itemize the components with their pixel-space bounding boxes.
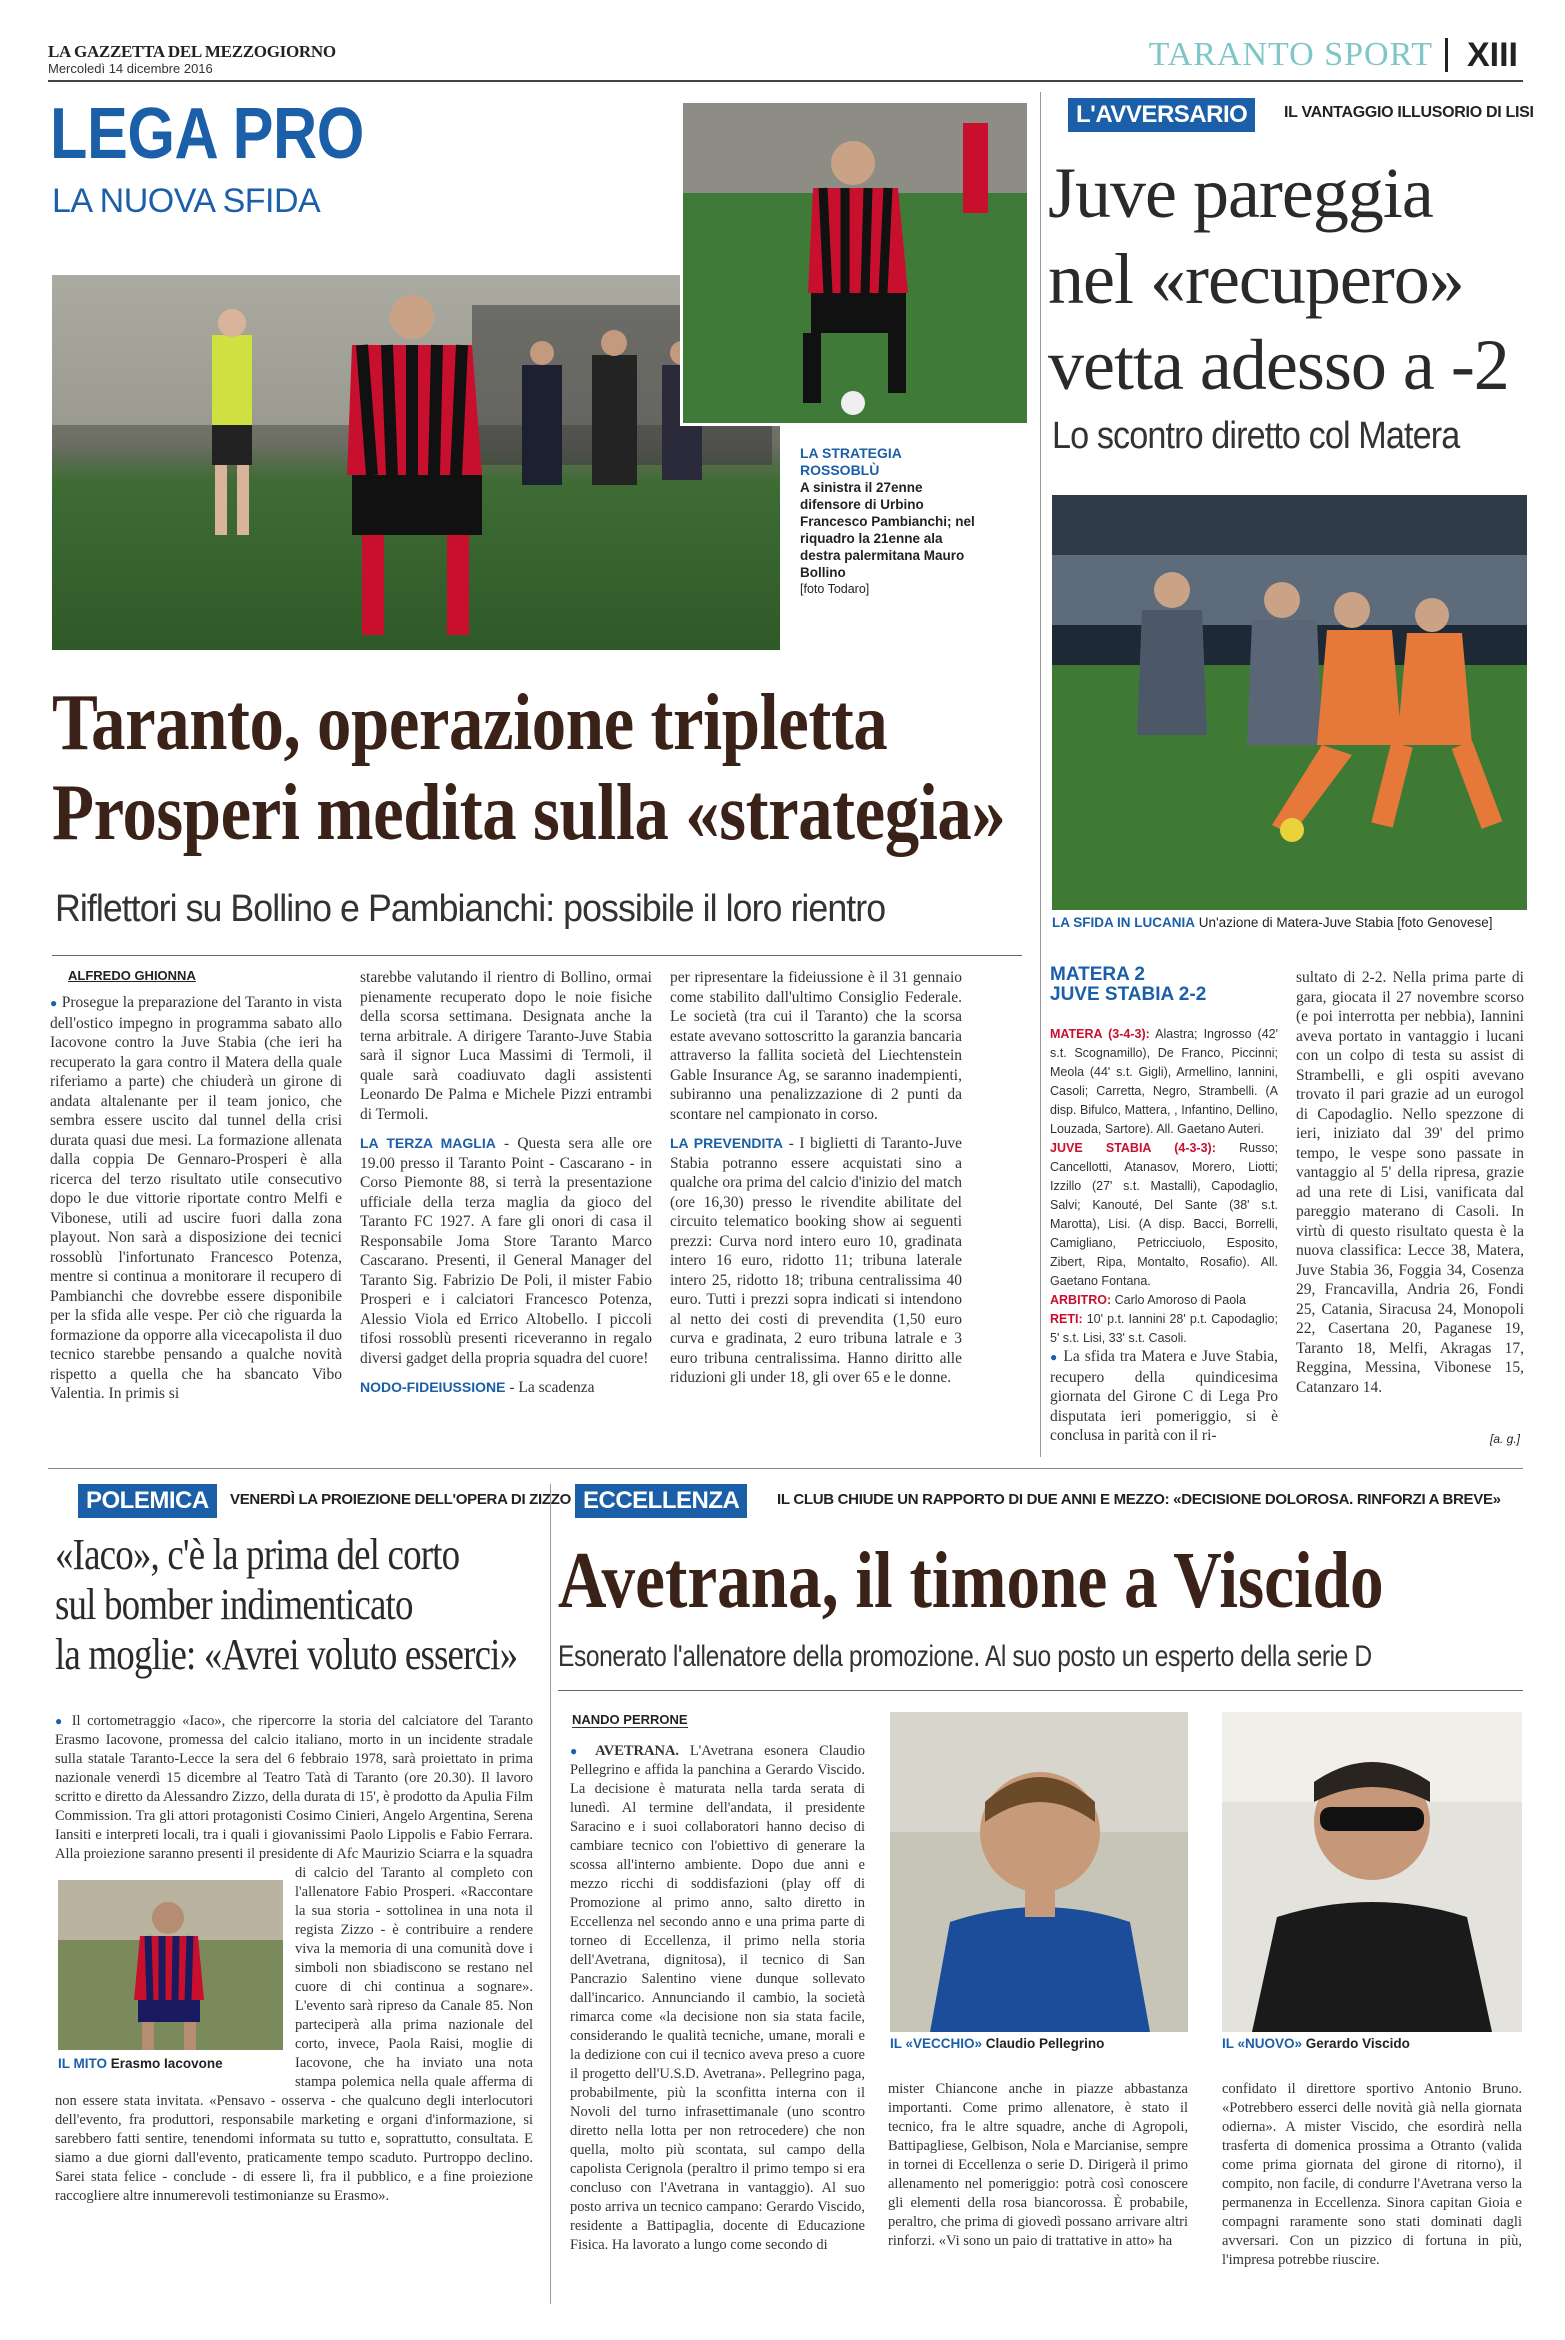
avversario-tag: L'AVVERSARIO — [1068, 98, 1255, 132]
sub-terza-maglia: LA TERZA MAGLIA — [360, 1135, 496, 1151]
avversario-caption-text: Un'azione di Matera-Juve Stabia — [1198, 915, 1394, 930]
eccellenza-kicker: IL CLUB CHIUDE UN RAPPORTO DI DUE ANNI E MEZZO: «DECISIONE DOLOROSA. RINFORZI A BREVE» — [777, 1491, 1501, 1508]
match-details — [1050, 1025, 1278, 1348]
polemica-text: ● Il cortometraggio «Iaco», che ripercorre la storia del calciatore del Taranto Erasmo Iacovone, promessa del calcio italiano, morto in un incidente stradale sulla statale Taranto-Lecce la sera del 6 febbraio 1978, sarà proiettato in prima nazionale venerdì 15 dicembre al Teatro Tatà di Taranto (ore 20.30). Il lavoro scritto e diretto da Alessandro Zizzo, della durata di 15', è prodotto da Apulia Film Commission. Tra gli attori protagonisti Cosimo Cinieri, Angelo Argentina, Serena Iansiti e interpreti locali, tra i quali i giovanissimi Paolo Lippolis e Fabio Ferrara. Alla proiezione saranno presenti il presidente di Afc Maurizio Sciarra e la squadra di calcio del Taranto al completo con l'allenatore Fabio Prosperi. «Raccontare la sua storia - sottolinea in una nota il regista Zizzo - è contribuire a rendere viva la memoria di una comunità dove i simboli non sbiadiscono se restano nel cuore di chi continua a sognare». L'evento sarà ripreso da Canale 85. Non parteciperà alla prima nazionale del corto, invece, Paola Raisi, moglie di Iacovone, che ha inviato una nota stampa polemica nella quale afferma di non essere stata invitata. «Pensavo - osserva - che qualcuno degli interlocutori dell'evento, fra produttori, responsabile marketing e organi d'informazione, si sarebbero fatti sentire, tenendomi informata su tutto e, soprattutto, consultata. E siamo a due giorni dall'evento, praticamente tempo scaduto. Purtroppo declino. Sarei stata felice - conclude - di essere lì, fra il pubblico, e a fine proiezione raccogliere altre innumerevoli testimonianze su Erasmo». — [55, 1713, 534, 2204]
pellegrino-caption-text: Claudio Pellegrino — [985, 2036, 1105, 2051]
arbitro-label: ARBITRO: — [1050, 1293, 1112, 1307]
juve-lineup: Russo; Cancellotti, Atanasov, Morero, Liotti; Izzillo (27' s.t. Mastalli), Capodaglio, Salvi; Kanouté, Del Sante (38' s.t. Marotta), Lisi. (A disp. Bacci, Borrelli, Camigliano, Petricciuolo, Esposito, Zibert, Ripa, Montalto, Rosafio). All. Gaetano Fontana. — [1050, 1141, 1278, 1288]
main-headline-2: Prosperi medita sulla «strategia» — [52, 769, 1006, 857]
juve-label: JUVE STABIA (4-3-3): — [1050, 1141, 1216, 1155]
masthead — [48, 36, 1523, 82]
main-caption-credit: [foto Todaro] — [800, 582, 870, 596]
arbitro-text: Carlo Amoroso di Paola — [1114, 1293, 1246, 1307]
viscido-caption — [1222, 2035, 1522, 2052]
main-photo-svg — [52, 275, 780, 650]
section-name: TARANTO SPORT — [1148, 36, 1433, 73]
page-number: XIII — [1466, 36, 1518, 74]
score-line-1: MATERA 2 — [1050, 964, 1145, 985]
eccellenza-col3-text: confidato il direttore sportivo Antonio Bruno. «Potrebbero esserci delle novità già nella giornata odierna». A mister Viscido, che esordirà nella trasferta di domenica prossima a Otranto (valida come prima giornata del girone di ritorno), il compito, non facile, di condurre l'Avetrana verso la permanenza in Eccellenza. Sinora capitan Gioia e compagni raramente sono stati dominati dagli avversari. Con un pizzico di fortuna in più, l'impresa potrebbe riuscire. — [1222, 2081, 1522, 2268]
viscido-caption-text: Gerardo Viscido — [1305, 2036, 1410, 2051]
eccellenza-lead: AVETRANA. — [595, 1743, 680, 1759]
issue-date: Mercoledì 14 dicembre 2016 — [48, 61, 213, 76]
main-col-3 — [670, 968, 962, 1448]
viscido-photo-svg — [1222, 1712, 1522, 2032]
avversario-col-a: ● La sfida tra Matera e Juve Stabia, recupero della quindicesima giornata del Girone C di Lega Pro disputata ieri pomeriggio, si è conclusa in parità con il ri- — [1050, 1348, 1278, 1444]
pellegrino-caption-title: IL «VECCHIO» — [890, 2036, 983, 2051]
iacovone-caption-title: IL MITO — [58, 2056, 108, 2071]
polemica-headline-3: la moglie: «Avrei voluto esserci» — [55, 1630, 518, 1679]
pellegrino-photo — [890, 1712, 1188, 2032]
avversario-caption-credit: [foto Genovese] — [1397, 915, 1493, 930]
avversario-photo — [1052, 495, 1527, 910]
lega-subtitle: LA NUOVA SFIDA — [52, 182, 321, 220]
eccellenza-headline: Avetrana, il timone a Viscido — [558, 1537, 1384, 1625]
polemica-kicker: VENERDÌ LA PROIEZIONE DELL'OPERA DI ZIZZO — [230, 1491, 572, 1508]
matera-label: MATERA (3-4-3): — [1050, 1027, 1150, 1041]
lega-title: LEGA PRO — [50, 94, 364, 174]
score-line-2: JUVE STABIA 2-2 — [1050, 984, 1207, 1005]
main-col2a-text: starebbe valutando il rientro di Bollino, ormai pienamente recuperato dopo le noie fisiche della scorsa settimana. Designata anche la terna arbitrale. A dirigere Taranto-Juve Stabia sarà il signor Luca Massimi di Termoli, il quale sarà coadiuvato dagli assistenti Leonardo De Palma e Michele Pizzi entrambi di Termoli. — [360, 969, 652, 1123]
main-col2b-text: - Questa sera alle ore 19.00 presso il Taranto Point - Cascarano - in Corso Piemonte 88, si terrà la presentazione ufficiale della terza maglia da gioco del Taranto FC 1927. A fare gli onori di casa il Responsabile Joma Store Taranto Marco Cascarano. Presenti, il General Manager del Taranto Sig. Fabrizio De Poli, il mister Fabio Prosperi e i calciatori Francesco Potenza, Alessio Viola ed Errico Altobello. I piccoli tifosi rossoblù presenti riceveranno in regalo diversi gadget della propria squadra del cuore! — [360, 1135, 653, 1367]
polemica-headline-2: sul bomber indimenticato — [55, 1580, 413, 1629]
eccellenza-col1-text: L'Avetrana esonera Claudio Pellegrino e affida la panchina a Gerardo Viscido. La decisione è maturata nella tarda serata di lunedì. Al termine dell'andata, il presidente Saracino e i suoi collaboratori hanno deciso di cambiare tecnico con l'obiettivo di generare la scossa all'interno ambiente. Dopo due anni e mezzo ricchi di soddisfazioni (play off di Promozione al primo anno, salto diretto in Eccellenza nel secondo anno e una prima parte di torneo di Eccellenza, il primo nella storia dell'Avetrana, dignitosa), il tecnico di San Pancrazio Salentino viene dunque sollevato dall'incarico. Annunciando il cambio, la società rimarca come «la decisione non sia stata facile, considerando le qualità tecniche, umane, morali e la dedizione con cui il tecnico aveva preso a cuore il progetto dell'U.S.D. Avetrana». Pellegrino paga, probabilmente, più la sconfitta interna con il Novoli del turno infrasettimanale (uno scontro diretto nella lotta per non retrocedere) che non quella, molto più scontata, sul campo della capolista Cerignola (peraltro il primo tempo si era concluso con l'Avetrana in vantaggio). Al suo posto arriva un tecnico campano: Gerardo Viscido, residente a Battipaglia, docente di Educazione Fisica. Ha lavorato a lungo come secondo di — [570, 1743, 866, 2253]
avversario-col-a-text: La sfida tra Matera e Juve Stabia, recupero della quindicesima giornata del Girone C di Lega Pro disputata ieri pomeriggio, si è conclusa in parità con il ri- — [1050, 1348, 1278, 1444]
avversario-photo-svg — [1052, 495, 1527, 910]
main-col3b-text: - I biglietti di Taranto-Juve Stabia potranno essere acquistati sino a qualche ora prima del calcio d'inizio del match (ore 16,30) presso le rivendite abilitate del circuito telematico booking show ai seguenti prezzi: Curva nord intero euro 10, gradinata intero 16 euro, ridotto 11; tribuna laterale intero 25, ridotto 18; tribuna centralissima 40 euro. Tutti i prezzi sopra indicati si intendono al netto dei costi di prevendita (1,50 euro curva e gradinata, 2 euro tribuna latrale e 3 euro tribuna centralissima. Hanno diritto alle riduzioni gli under 18, gli over 65 e le donne. — [670, 1135, 962, 1386]
main-caption-text: A sinistra il 27enne difensore di Urbino Francesco Pambianchi; nel riquadro la 21enne ala destra palermitana Mauro Bollino — [800, 480, 975, 580]
eccellenza-col-3 — [1222, 2080, 1522, 2310]
pellegrino-caption — [890, 2035, 1188, 2052]
main-photo-pambianchi — [52, 275, 780, 650]
eccellenza-col-2 — [888, 2080, 1188, 2310]
avversario-col-b — [1296, 968, 1524, 1438]
avversario-headline-1: Juve pareggia — [1048, 153, 1433, 233]
main-byline: ALFREDO GHIONNA — [68, 968, 196, 983]
polemica-tag: POLEMICA — [78, 1484, 217, 1518]
inset-photo-svg — [683, 103, 1027, 423]
main-deck: Riflettori su Bollino e Pambianchi: possibile il loro rientro — [55, 888, 886, 930]
pellegrino-photo-svg — [890, 1712, 1188, 2032]
eccellenza-deck: Esonerato l'allenatore della promozione. Al suo posto un esperto della serie D — [558, 1640, 1372, 1673]
eccellenza-byline: NANDO PERRONE — [572, 1712, 688, 1727]
reti-text: 10' p.t. Iannini 28' p.t. Capodaglio; 5' s.t. Lisi, 33' s.t. Casoli. — [1050, 1312, 1278, 1345]
main-col1-text: Prosegue la preparazione del Taranto in vista dell'ostico impegno in programma sabato allo Iacovone contro la Juve Stabia (che ieri ha recuperato la gara contro il Matera della quale riferiamo a parte) che chiuderà un girone di andata altalenante per il team jonico, che sembra essere uscito dal tunnel della crisi durata quasi due mesi. La formazione allenata dalla coppia De Gennaro-Prosperi è alla ricerca del terzo risultato utile consecutivo dopo le due vittorie riportate contro Melfi e Vibonese, utili ad uscire fuori dalla zona playout. Non sarà a disposizione dei tecnici rossoblù l'infortunato Francesco Potenza, mentre si continua a monitorare il recupero di Pambianchi che dovrebbe essere disponibile per la sfida alle vespe. Per ciò che riguarda la formazione da opporre alla vicecapolista il duo tecnico starebbe pensando a qualche novità rispetto a quella che ha sbancato Vibo Valentia. In primis si — [50, 994, 343, 1402]
main-headline-1: Taranto, operazione tripletta — [52, 679, 888, 767]
main-photo-caption — [800, 445, 980, 598]
avversario-headline — [1048, 150, 1528, 408]
eccellenza-col2-text: mister Chiancone anche in piazze abbastanza importanti. Come primo allenatore, è stato il tecnico, fra le altre squadre, anche di Agropoli, Battipagliese, Gelbison, Nola e Marcianise, sempre in tornei di Eccellenza o serie D. Dirigerà il primo allenamento nel pomeriggio: potrà così conoscere gli elementi della rosa biancorossa. È probabile, peraltro, che prima di giovedì possano arrivare altri rinforzi. «Vi sono un paio di trattative in atto» ha — [888, 2081, 1188, 2249]
avversario-col-b-text: sultato di 2-2. Nella prima parte di gara, giocata il 27 novembre scorso (e poi interrotta per nebbia), Iannini aveva portato in vantaggio i lucani con un colpo di testa su assist di Strambelli, e gli ospiti avevano trovato il pari grazie ad un eurogol di Capodaglio. Nello spezzone di ieri, iniziato dal 39' del primo tempo, le vespe sono passate in vantaggio al 5' della ripresa, grazie ad una rete di Lisi, vanificata dal pareggio materano di Casoli. In virtù di questo risultato questa è la nuova classifica: Lecce 38, Matera, Juve Stabia 36, Foggia 34, Cosenza 29, Francavilla, Andria 26, Fondi 25, Catania, Siracusa 24, Monopoli 22, Casertana 20, Paganese 19, Taranto 18, Melfi, Akragas 17, Reggina, Messina, Vibonese 15, Catanzaro 14. — [1296, 969, 1524, 1396]
eccellenza-col-1: ● AVETRANA. L'Avetrana esonera Claudio Pellegrino e affida la panchina a Gerardo Viscido. La decisione è maturata nella tarda serata di lunedì. Al termine dell'andata, il presidente Saracino e i suoi collaboratori hanno deciso di cambiare tecnico con l'obiettivo di generare la scossa all'interno ambiente. Dopo due anni e mezzo ricchi di soddisfazioni (play off di Promozione al primo anno, salto diretto in Eccellenza nel secondo anno e una prima parte di torneo di Eccellenza, il primo nella storia dell'Avetrana, dignitosa), il tecnico di San Pancrazio Salentino viene dunque sollevato dall'incarico. Annunciando il cambio, la società rimarca come «la decisione non sia stata facile, considerando le qualità tecniche, umane, morali e la dedizione con cui il tecnico aveva preso a cuore il progetto dell'U.S.D. Avetrana». Pellegrino paga, probabilmente, più la sconfitta interna con il Novoli del turno infrasettimanale (uno scontro diretto nella lotta per non retrocedere) che non quella, molto più scontata, sul campo della capolista Cerignola (peraltro il primo tempo si era concluso con l'Avetrana in vantaggio). Al suo posto arriva un tecnico campano: Gerardo Viscido, residente a Battipaglia, docente di Educazione Fisica. Ha lavorato a lungo come secondo di — [570, 1743, 866, 2253]
viscido-caption-title: IL «NUOVO» — [1222, 2036, 1303, 2051]
avversario-sign: [a. g.] — [1490, 1432, 1521, 1446]
avversario-kicker: IL VANTAGGIO ILLUSORIO DI LISI — [1284, 104, 1534, 121]
paper-name: LA GAZZETTA DEL MEZZOGIORNO — [48, 42, 336, 61]
reti-label: RETI: — [1050, 1312, 1083, 1326]
main-caption-title: LA STRATEGIA ROSSOBLÙ — [800, 445, 902, 478]
eccellenza-tag: ECCELLENZA — [575, 1484, 747, 1518]
masthead-rule — [48, 80, 1523, 82]
sub-nodo-fideiussione: NODO-FIDEIUSSIONE — [360, 1379, 506, 1395]
avversario-headline-3: vetta adesso a -2 — [1048, 325, 1509, 405]
polemica-headline — [55, 1530, 555, 1680]
main-col-2 — [360, 968, 652, 1448]
iacovone-caption-text: Erasmo Iacovone — [110, 2056, 223, 2071]
main-col2c-text: - La scadenza — [509, 1379, 595, 1396]
sub-prevendita: LA PREVENDITA — [670, 1135, 783, 1151]
avversario-caption-title: LA SFIDA IN LUCANIA — [1052, 915, 1195, 930]
matera-lineup: Alastra; Ingrosso (42' s.t. Scognamillo), De Franco, Piccinni; Meola (44' s.t. Gigli), Armellino, Iannini, Casoli; Carretta, Negro, Strambelli. (A disp. Bifulco, Mattera, , Infantino, Dellino, Louzada, Sartore). All. Gaetano Auteri. — [1050, 1027, 1279, 1136]
polemica-headline-1: «Iaco», c'è la prima del corto — [55, 1530, 460, 1579]
avversario-headline-2: nel «recupero» — [1048, 239, 1464, 319]
avversario-deck: Lo scontro diretto col Matera — [1052, 415, 1460, 457]
viscido-photo — [1222, 1712, 1522, 2032]
inset-photo-bollino — [680, 100, 1030, 426]
avversario-caption — [1052, 914, 1532, 931]
main-col-1: ● Prosegue la preparazione del Taranto in vista dell'ostico impegno in programma sabato allo Iacovone contro la Juve Stabia (che ieri ha recuperato la gara contro il Matera della quale riferiamo a parte) che chiuderà un girone di andata altalenante per il team jonico, che sembra essere uscito dal tunnel della crisi durata quasi due mesi. La formazione allenata dalla coppia De Gennaro-Prosperi è alla ricerca del terzo risultato utile consecutivo dopo le due vittorie riportate contro Melfi e Vibonese, utili ad uscire fuori dalla zona playout. Non sarà a disposizione dei tecnici rossoblù l'infortunato Francesco Potenza, mentre si continua a monitorare il recupero di Pambianchi che dovrebbe essere disponibile per la sfida alle vespe. Per ciò che riguarda la formazione da opporre alla vicecapolista il duo tecnico starebbe pensando a qualche novità rispetto a quella che ha sbancato Vibo Valentia. In primis si — [50, 994, 343, 1402]
main-col3a-text: per ripresentare la fideiussione è il 31 gennaio come stabilito dall'ultimo Consiglio Federale. Le società (tra cui il Taranto) che la scorsa estate avevano sottoscritto la garanzia bancaria attraverso la fallita società del Liechtenstein Gable Insurance Ag, se saranno inadempienti, subiranno una penalizzazione di 2 punti da scontare nel campionato in corso. — [670, 969, 962, 1123]
score-box — [1050, 965, 1206, 1005]
polemica-intro: Il cortometraggio «Iaco», che ripercorre la storia del calciatore del Taranto Erasmo Iacovone, promessa del calcio italiano, morto in un incidente stradale sulla statale Taranto-Lecce la sera del 6 febbraio 1978, sarà proiettato in prima nazionale venerdì 15 dicembre al Teatro Tatà di Taranto (ore 20.30). Il lavoro scritto e diretto da Alessandro Zizzo, della durata di 15', è prodotto da Apulia Film Commission. Tra gli attori protagonisti Cosimo Cinieri, Angelo Argentina, Serena Iansiti e interpreti locali, tra i quali i giovanissimi Paolo Lippolis e Fabio Ferrara. Alla proiezione saranno presenti il presidente di Afc Maurizio Sciarra e la squadra di calcio del Taranto al completo con l'allenatore Fabio Prosperi. «Raccontare la sua storia - sottolinea in una nota il regista Zizzo - è contribuire a rendere viva la memoria di una comunità dove i simboli non sbiadiscono se restano nel cuore di chi continua a sognare». L'evento sarà ripreso da Canale 85. Non parteciperà alla prima nazionale del corto, invece, Paola Raisi, moglie di Iacovone, che ha inviato una nota stampa polemica nella quale afferma di non essere stata invitata. «Pensavo - osserva - che qualcuno degli interlocutori dell'evento, fra produttori, responsabile marketing e organi d'informazione, si sarebbero fatti sentire, tenendomi informata su tutto e, soprattutto, consultata. E siamo a due giorni dall'evento, praticamente tempo scaduto. Purtroppo declino. Sarei stata felice - conclude - di essere lì, fra il pubblico, e a fine proiezione raccogliere altre innumerevoli testimonianze su Erasmo». — [55, 1713, 534, 2204]
